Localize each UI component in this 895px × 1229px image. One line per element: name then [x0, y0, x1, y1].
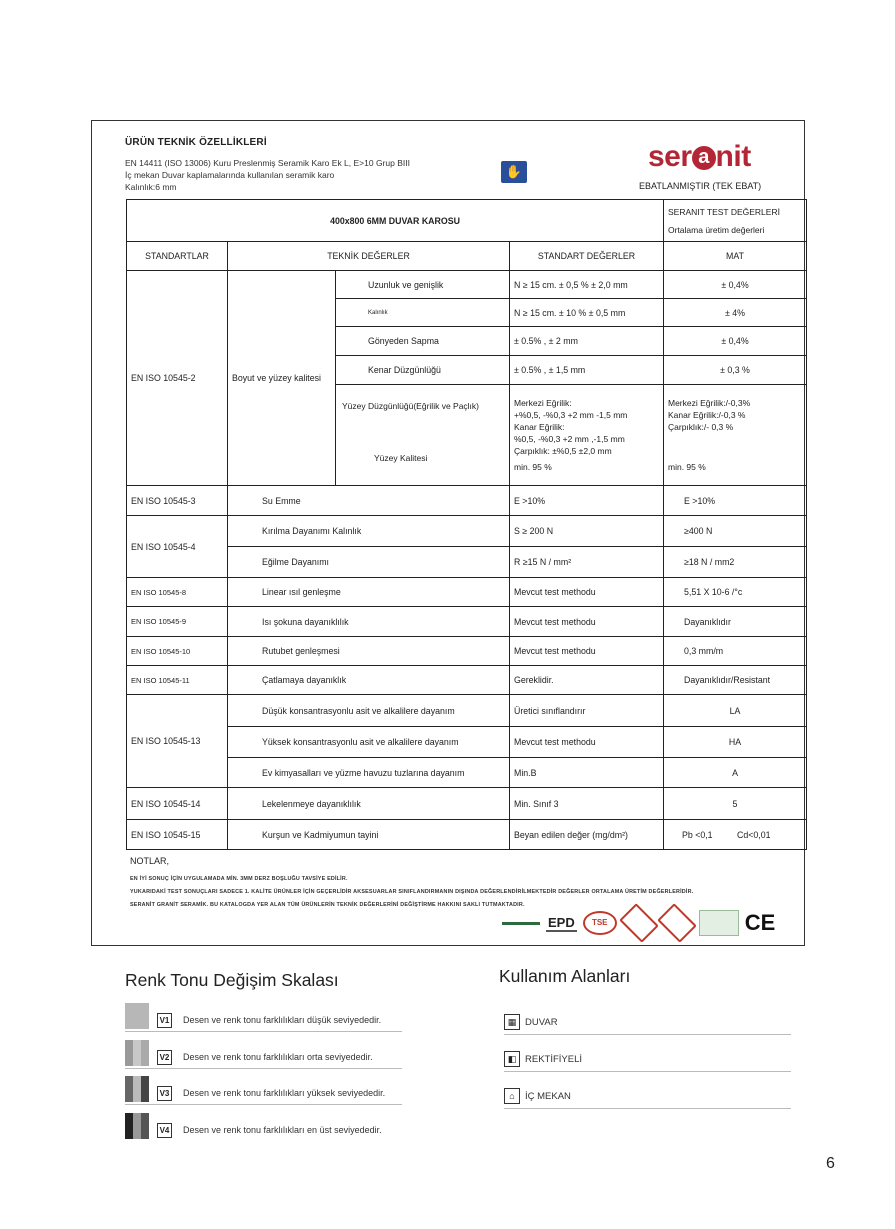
- group1-category: Boyut ve yüzey kalitesi: [228, 271, 336, 486]
- product-title: 400x800 6MM DUVAR KAROSU: [127, 200, 664, 242]
- flatness-std-line: +%0,5, -%0,3 +2 mm -1,5 mm: [514, 410, 628, 420]
- table-row-val: Mevcut test methodu: [510, 727, 664, 758]
- certification-logos: [502, 909, 775, 937]
- scale-text: Desen ve renk tonu farklılıkları orta seviyededir.: [183, 1052, 373, 1062]
- v-grade-icon: V1: [157, 1013, 172, 1028]
- flatness-mat-cell: [664, 385, 807, 486]
- flatness-prop-cell: [336, 385, 510, 486]
- surface-quality-std: min. 95 %: [514, 462, 552, 472]
- standard-line: EN 14411 (ISO 13006) Kuru Preslenmiş Seramik Karo Ek L, E>10 Grup BIII: [125, 158, 410, 168]
- usage-label: REKTİFİYELİ: [525, 1054, 583, 1065]
- table-row-mat: ± 0,4%: [664, 327, 807, 356]
- table-row-prop: Kırılma Dayanımı Kalınlık: [228, 516, 510, 547]
- list-item: [125, 1040, 402, 1069]
- table-row-prop: Çatlamaya dayanıklık: [228, 666, 510, 695]
- spec-table: [126, 199, 807, 850]
- table-row-prop: Rutubet genleşmesi: [228, 637, 510, 666]
- v-grade-icon: V2: [157, 1050, 172, 1065]
- seranit-logo: ser a nit: [648, 140, 751, 173]
- cadmium-value: Cd<0,01: [737, 829, 771, 840]
- table-row-mat: ≥400 N: [664, 516, 807, 547]
- table-row-prop: Kalınlık: [336, 299, 510, 327]
- table-row-mat: [664, 820, 807, 850]
- table-row-std-code: EN ISO 10545-9: [127, 607, 228, 637]
- usage-title: Kullanım Alanları: [499, 966, 631, 986]
- note-line: SERANİT GRANİT SERAMİK. BU KATALOGDA YER ALAN TÜM ÜRÜNLERİN TEKNİK DEĞERLERİNİ DEĞİŞTİRME HAKKINI SAKLI TUTMAKTADIR.: [130, 902, 525, 908]
- list-item: [504, 1010, 791, 1035]
- v-grade-icon: V3: [157, 1086, 172, 1101]
- table-row-prop: Kenar Düzgünlüğü: [336, 356, 510, 385]
- page-number: 6: [826, 1155, 835, 1172]
- table-row-mat: LA: [664, 695, 807, 727]
- table-row-prop: Düşük konsantrasyonlu asit ve alkalilere dayanım: [228, 695, 510, 727]
- table-row-val: Beyan edilen değer (mg/dm²): [510, 820, 664, 850]
- table-row-mat: HA: [664, 727, 807, 758]
- table-row-std: ± 0.5% , ± 2 mm: [510, 327, 664, 356]
- thickness-line: Kalınlık:6 mm: [125, 182, 177, 192]
- flatness-mat-line: Çarpıklık:/- 0,3 %: [668, 422, 734, 432]
- v-grade-icon: V4: [157, 1123, 172, 1138]
- epd-logo: EPD: [548, 914, 575, 930]
- indoor-house-icon: ⌂: [504, 1088, 520, 1104]
- table-row-std-code: EN ISO 10545-11: [127, 666, 228, 695]
- sheet-title: ÜRÜN TEKNİK ÖZELLİKLERİ: [125, 137, 267, 148]
- list-item: [125, 1003, 402, 1032]
- table-row-mat: ± 0,3 %: [664, 356, 807, 385]
- table-row-val: Mevcut test methodu: [510, 578, 664, 607]
- v2-swatch-icon: [125, 1040, 149, 1066]
- v1-swatch-icon: [125, 1003, 149, 1029]
- quality-stamp-icon: [619, 903, 659, 943]
- col-standard-values: STANDART DEĞERLER: [510, 242, 664, 271]
- usage-label: İÇ MEKAN: [525, 1091, 571, 1102]
- flatness-prop: Yüzey Düzgünlüğü(Eğrilik ve Paçlık): [342, 401, 480, 411]
- scale-text: Desen ve renk tonu farklılıkları yüksek seviyededir.: [183, 1088, 386, 1098]
- list-item: [504, 1084, 791, 1109]
- v3-swatch-icon: [125, 1076, 149, 1102]
- table-row-prop: Kurşun ve Kadmiyumun tayini: [228, 820, 510, 850]
- table-row-prop: Lekelenmeye dayanıklılık: [228, 788, 510, 820]
- table-row-prop: Gönyeden Sapma: [336, 327, 510, 356]
- table-row-val: Üretici sınıflandırır: [510, 695, 664, 727]
- table-row-mat: ± 0,4%: [664, 271, 807, 299]
- table-row-std-code: EN ISO 10545-4: [127, 516, 228, 578]
- list-item: [504, 1047, 791, 1072]
- table-row-mat: A: [664, 758, 807, 788]
- tse-logo: TSE: [583, 911, 617, 935]
- wall-icon: ▦: [504, 1014, 520, 1030]
- table-row-prop: Eğilme Dayanımı: [228, 547, 510, 578]
- table-row-val: Gereklidir.: [510, 666, 664, 695]
- flatness-std-cell: [510, 385, 664, 486]
- table-row-mat: Dayanıklıdır/Resistant: [664, 666, 807, 695]
- table-row-mat: 0,3 mm/m: [664, 637, 807, 666]
- table-row-std: N ≥ 15 cm. ± 10 % ± 0,5 mm: [510, 299, 664, 327]
- table-row-std-code: EN ISO 10545-14: [127, 788, 228, 820]
- quality-stamp-icon: [657, 903, 697, 943]
- col-standards: STANDARTLAR: [127, 242, 228, 271]
- table-row-mat: Dayanıklıdır: [664, 607, 807, 637]
- usage-line: İç mekan Duvar kaplamalarında kullanılan seramik karo: [125, 170, 335, 180]
- table-row-std-code: EN ISO 10545-15: [127, 820, 228, 850]
- flatness-std-line: Kanar Eğrilik:: [514, 422, 565, 432]
- test-subtitle: Ortalama üretim değerleri: [668, 224, 765, 235]
- table-row-std: ± 0.5% , ± 1,5 mm: [510, 356, 664, 385]
- flatness-mat-line: Merkezi Eğrilik:/-0,3%: [668, 398, 751, 408]
- color-scale-title: Renk Tonu Değişim Skalası: [125, 970, 339, 990]
- table-row-val: E >10%: [510, 486, 664, 516]
- table-row-std-code: EN ISO 10545-8: [127, 578, 228, 607]
- table-row-std-code: EN ISO 10545-13: [127, 695, 228, 788]
- ce-mark: CE: [744, 910, 776, 935]
- hand-icon: ✋: [501, 161, 527, 183]
- surface-quality-prop: Yüzey Kalitesi: [374, 453, 428, 463]
- scale-text: Desen ve renk tonu farklılıkları en üst seviyededir.: [183, 1125, 382, 1135]
- flatness-mat-line: Kanar Eğrilik:/-0,3 %: [668, 410, 746, 420]
- epd-bar-icon: [502, 922, 540, 925]
- table-row-std: N ≥ 15 cm. ± 0,5 % ± 2,0 mm: [510, 271, 664, 299]
- note-line: YUKARIDAKİ TEST SONUÇLARI SADECE 1. KALİTE ÜRÜNLER İÇİN GEÇERLİDİR AKSESUARLAR SINIFLANDIRMANIN DIŞINDA DEĞERLENDİRİLMEKTEDİR DEĞERLER ORTALAMA ÜRETİM DEĞERLERİDİR.: [130, 889, 694, 895]
- col-technical: TEKNİK DEĞERLER: [228, 242, 510, 271]
- test-title: SERANIT TEST DEĞERLERİ: [668, 206, 780, 217]
- rectified-icon: ◧: [504, 1051, 520, 1067]
- table-row-mat: 5,51 X 10-6 /°c: [664, 578, 807, 607]
- green-certificate-icon: [699, 910, 739, 936]
- flatness-std-line: Merkezi Eğrilik:: [514, 398, 572, 408]
- table-row-mat: 5: [664, 788, 807, 820]
- table-row-std-code: EN ISO 10545-10: [127, 637, 228, 666]
- test-header: [664, 200, 807, 242]
- table-row-prop: Ev kimyasalları ve yüzme havuzu tuzlarına dayanım: [228, 758, 510, 788]
- group1-standard: EN ISO 10545-2: [127, 271, 228, 486]
- table-row-mat: E >10%: [664, 486, 807, 516]
- list-item: [125, 1076, 402, 1105]
- logo-subtitle: EBATLANMIŞTIR (TEK EBAT): [639, 181, 762, 191]
- table-row-mat: ± 4%: [664, 299, 807, 327]
- table-row-std-code: EN ISO 10545-3: [127, 486, 228, 516]
- table-row-mat: ≥18 N / mm2: [664, 547, 807, 578]
- v4-swatch-icon: [125, 1113, 149, 1139]
- table-row-prop: Uzunluk ve genişlik: [336, 271, 510, 299]
- table-row-val: Mevcut test methodu: [510, 637, 664, 666]
- table-row-val: Min.B: [510, 758, 664, 788]
- notes-title: NOTLAR,: [130, 856, 170, 866]
- flatness-std-line: %0,5, -%0,3 +2 mm ,-1,5 mm: [514, 434, 625, 444]
- list-item: [125, 1113, 402, 1141]
- scale-text: Desen ve renk tonu farklılıkları düşük seviyededir.: [183, 1015, 382, 1025]
- table-row-prop: Linear ısıl genleşme: [228, 578, 510, 607]
- table-row-val: R ≥15 N / mm²: [510, 547, 664, 578]
- table-row-val: Mevcut test methodu: [510, 607, 664, 637]
- surface-quality-mat: min. 95 %: [668, 462, 706, 472]
- lead-value: Pb <0,1: [682, 829, 713, 840]
- flatness-std-line: Çarpıklık: ±%0,5 ±2,0 mm: [514, 446, 612, 456]
- table-row-val: Min. Sınıf 3: [510, 788, 664, 820]
- col-mat: MAT: [664, 242, 807, 271]
- note-line: EN İYİ SONUÇ İÇİN UYGULAMADA MİN. 3MM DERZ BOŞLUĞU TAVSİYE EDİLİR.: [130, 876, 348, 882]
- table-row-prop: Isı şokuna dayanıklılık: [228, 607, 510, 637]
- usage-label: DUVAR: [525, 1017, 558, 1028]
- table-row-val: S ≥ 200 N: [510, 516, 664, 547]
- table-row-prop: Su Emme: [228, 486, 510, 516]
- table-row-prop: Yüksek konsantrasyonlu asit ve alkalilere dayanım: [228, 727, 510, 758]
